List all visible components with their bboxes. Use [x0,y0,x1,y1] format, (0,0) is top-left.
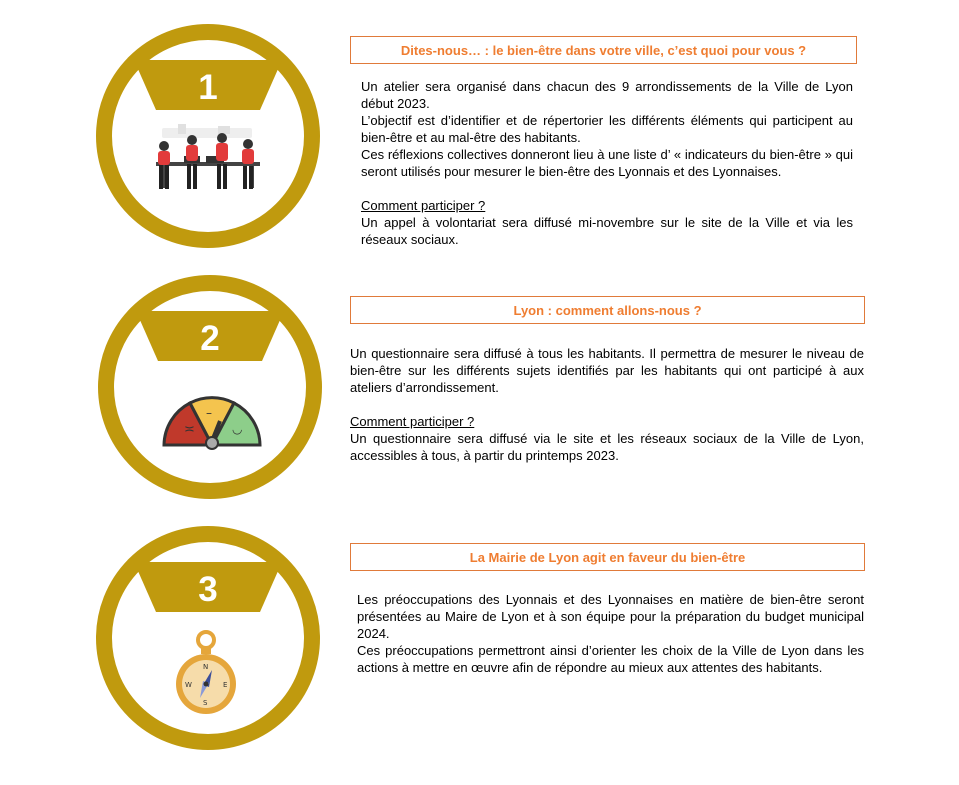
svg-text:≍: ≍ [184,422,195,437]
svg-text:◡: ◡ [232,422,243,436]
step-2-title: Lyon : comment allons-nous ? [350,296,865,324]
step-2-participate-text: Un questionnaire sera diffusé via le site et les réseaux sociaux de la Ville de Lyon, accessibles à tous, à partir du printemps 2023. [350,431,864,463]
step-1-participate-label: Comment participer ? [361,198,486,213]
step-3-body [357,591,864,676]
step-2-participate-label: Comment participer ? [350,414,475,429]
svg-text:W: W [185,681,192,689]
step-3-title: La Mairie de Lyon agit en faveur du bien-être [350,543,865,571]
mood-gauge-icon [160,389,264,451]
step-2-medallion [98,275,322,499]
step-1-paragraph: L’objectif est d’identifier et de répertorier les différents éléments qui participent au bien-être et au mal-être des habitants. [361,113,853,145]
step-1-medallion [96,24,320,248]
step-3-paragraph: Ces préoccupations permettront ainsi d’orienter les choix de la Ville de Lyon dans les actions à mettre en œuvre afin de répondre au mieux aux attentes des habitants. [357,643,864,675]
step-2-number: 2 [200,319,220,358]
step-1-paragraph: Un atelier sera organisé dans chacun des 9 arrondissements de la Ville de Lyon début 2023. [361,79,853,111]
svg-text:–: – [206,406,212,420]
step-1-body [361,78,853,248]
step-1-participate-text: Un appel à volontariat sera diffusé mi-novembre sur le site de la Ville et via les réseaux sociaux. [361,215,853,247]
step-3-number: 3 [198,570,218,609]
step-2-paragraph: Un questionnaire sera diffusé à tous les habitants. Il permettra de mesurer le niveau de bien-être sur les différents sujets identifiés par les habitants qui ont participé à aux ateliers d’arrondissement. [350,346,864,395]
svg-text:E: E [223,681,228,689]
step-2-body [350,345,864,464]
svg-text:S: S [203,699,208,707]
step-3-medallion [96,526,320,750]
people-meeting-icon [148,124,268,194]
svg-text:N: N [203,663,209,671]
compass-icon [174,630,238,720]
step-1-number: 1 [198,68,218,107]
step-1-paragraph: Ces réflexions collectives donneront lieu à une liste d’ « indicateurs du bien-être » qui seront utilisés pour mesurer le bien-être des Lyonnais et des Lyonnaises. [361,147,853,179]
step-3-paragraph: Les préoccupations des Lyonnais et des Lyonnaises en matière de bien-être seront présentées au Maire de Lyon et à son équipe pour la préparation du budget municipal 2024. [357,592,864,641]
step-1-title: Dites-nous… : le bien-être dans votre ville, c’est quoi pour vous ? [350,36,857,64]
